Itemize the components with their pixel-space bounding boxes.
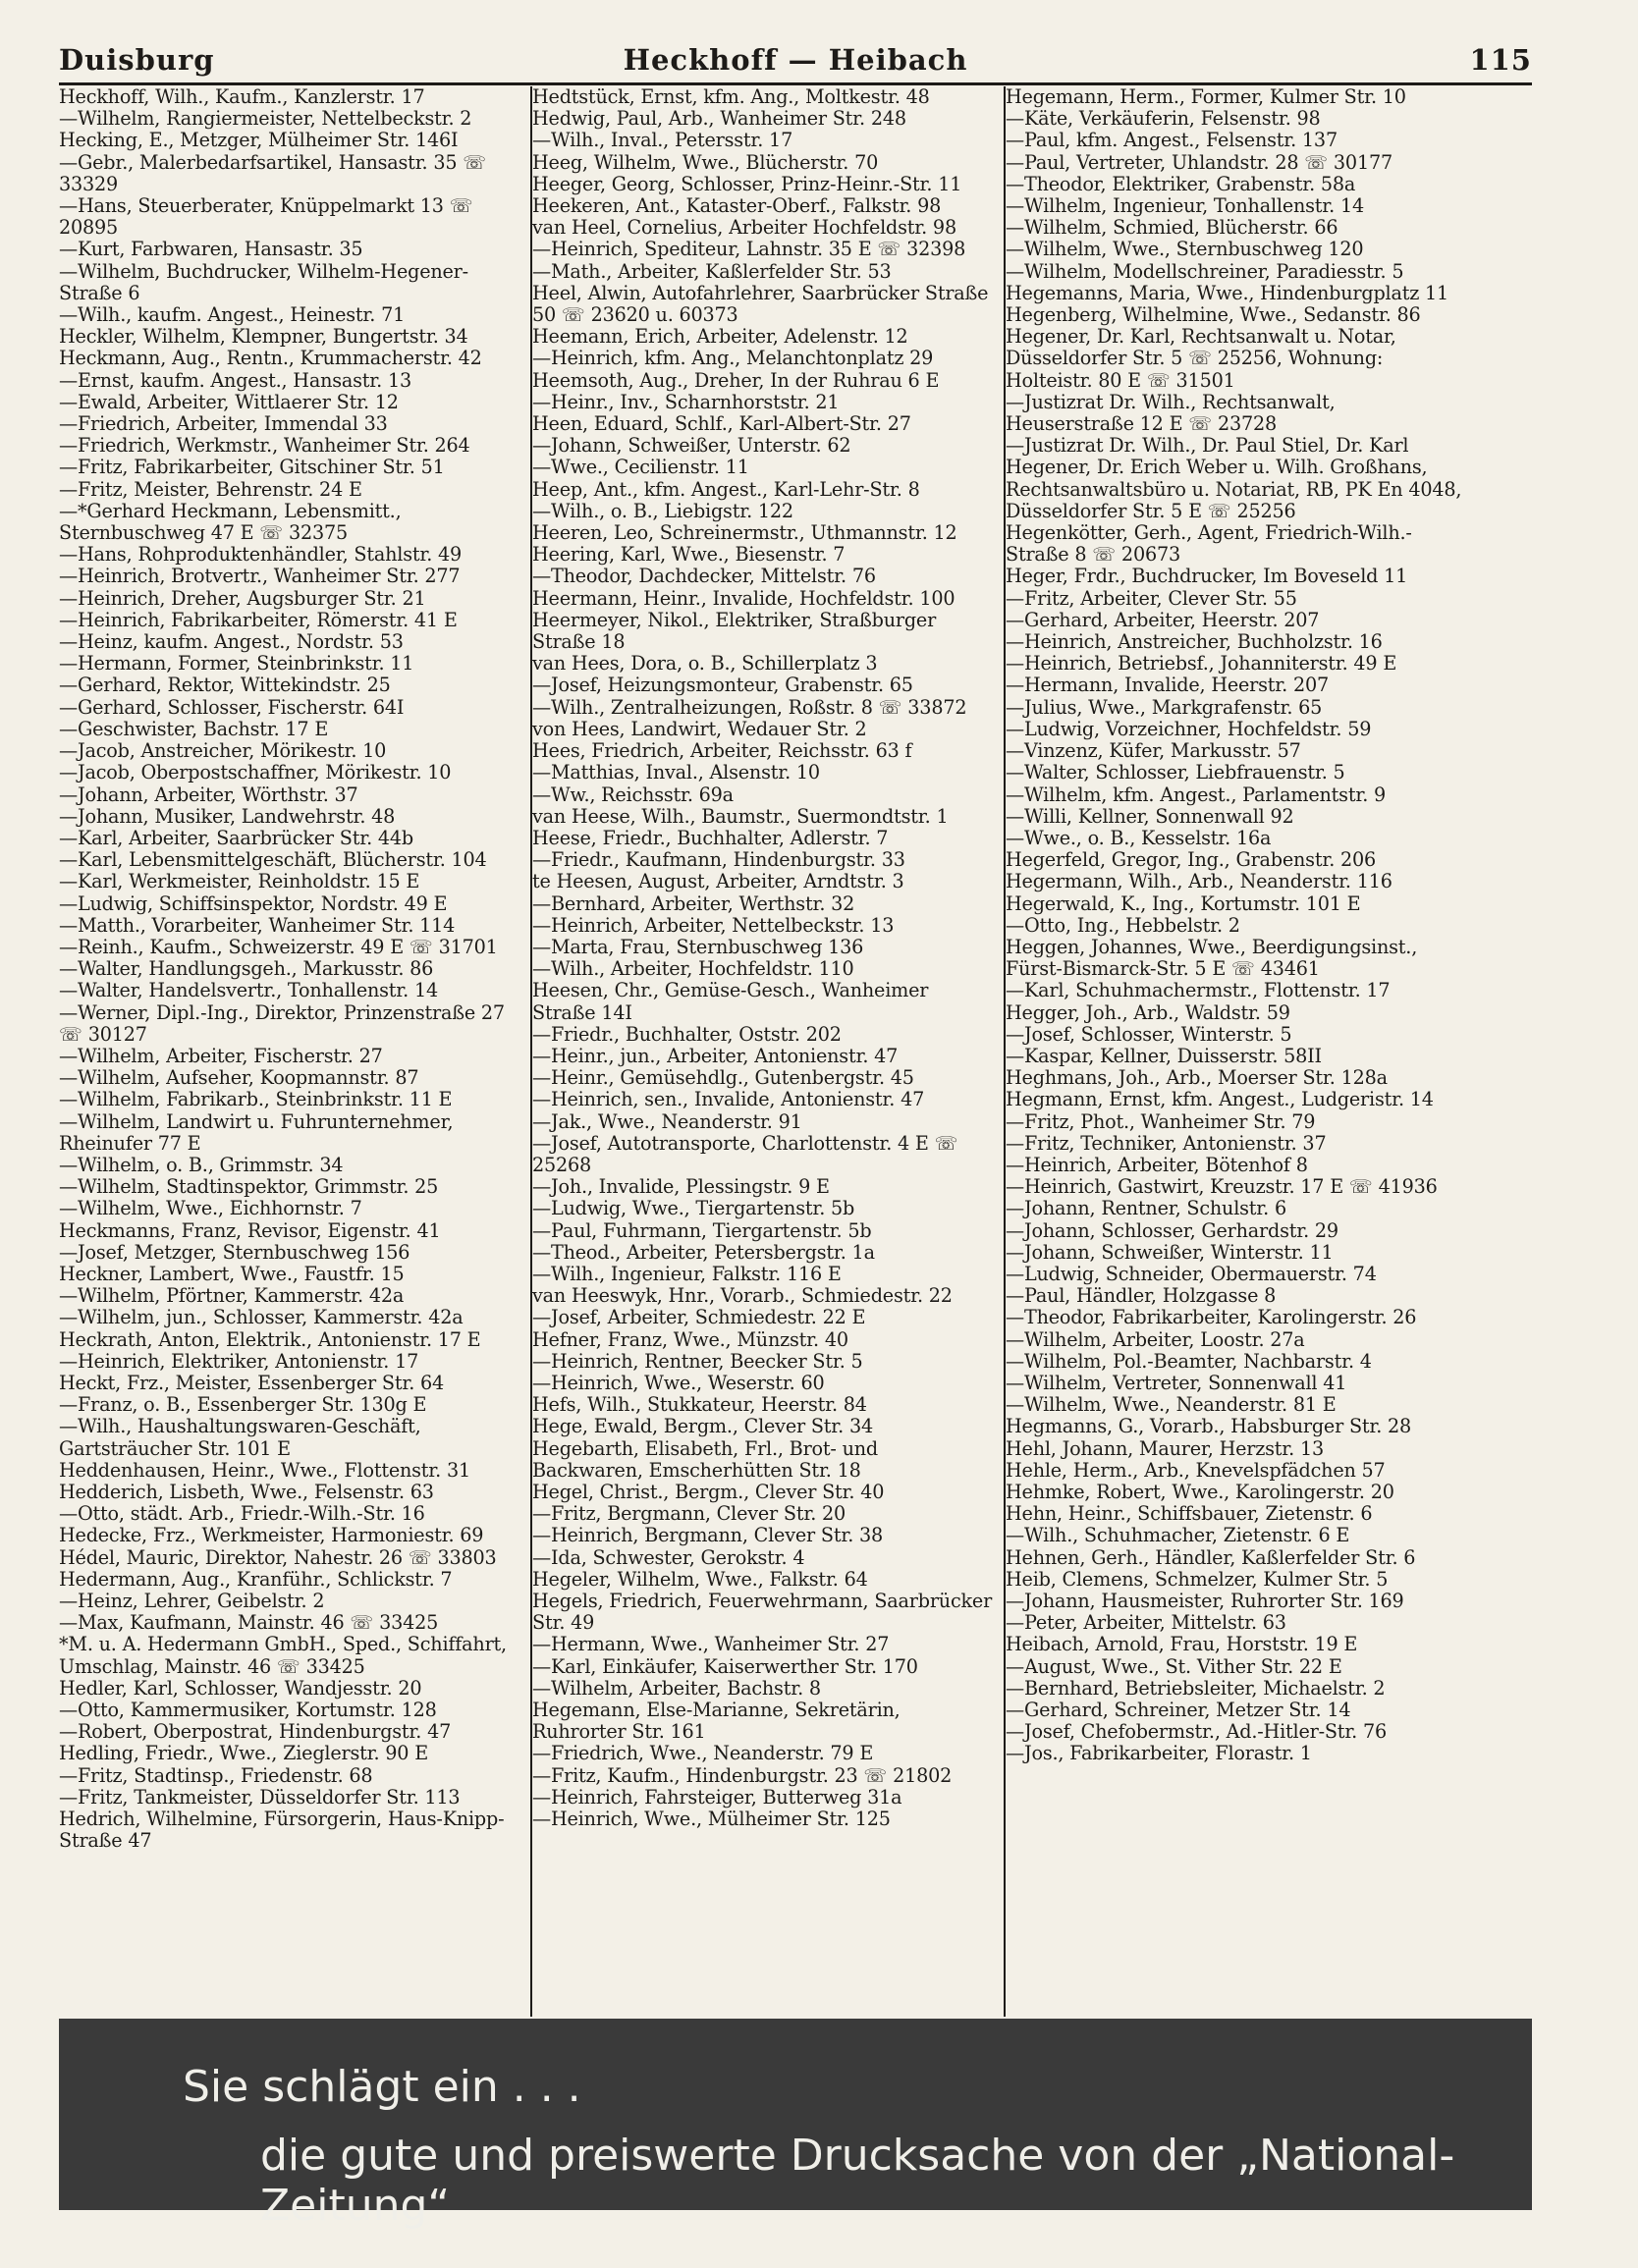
- directory-entry: Hegenkötter, Gerh., Agent, Friedrich-Wilh.-Straße 8 ☏ 20673: [1006, 521, 1412, 567]
- directory-entry: —Heinrich, Betriebsf., Johanniterstr. 49 E: [1006, 652, 1397, 675]
- directory-entry: —Werner, Dipl.-Ing., Direktor, Prinzenstraße 27 ☏ 30127: [59, 1000, 505, 1046]
- directory-columns: [59, 86, 1532, 2017]
- directory-entry: Hegermann, Wilh., Arb., Neanderstr. 116: [1006, 870, 1392, 893]
- directory-entry: —Heinrich, Fabrikarbeiter, Römerstr. 41 E: [59, 608, 458, 631]
- directory-entry: —Max, Kaufmann, Mainstr. 46 ☏ 33425: [59, 1611, 439, 1635]
- directory-entry: Hegel, Christ., Bergm., Clever Str. 40: [532, 1481, 885, 1503]
- directory-entry: Heese, Friedr., Buchhalter, Adlerstr. 7: [532, 826, 889, 849]
- directory-entry: Hege, Ewald, Bergm., Clever Str. 34: [532, 1415, 873, 1438]
- directory-entry: —Josef, Schlosser, Winterstr. 5: [1006, 1022, 1292, 1046]
- directory-entry: —Wilhelm, Arbeiter, Bachstr. 8: [532, 1676, 821, 1700]
- directory-entry: —Walter, Handlungsgeh., Markusstr. 86: [59, 957, 434, 981]
- directory-entry: —Fritz, Kaufm., Hindenburgstr. 23 ☏ 21802: [532, 1763, 953, 1787]
- directory-entry: —Heinrich, kfm. Ang., Melanchtonplatz 29: [532, 347, 934, 370]
- directory-entry: —Wilhelm, Wwe., Neanderstr. 81 E: [1006, 1393, 1337, 1417]
- directory-entry: —Justizrat Dr. Wilh., Dr. Paul Stiel, Dr. Karl Hegener, Dr. Erich Weber u. Wilh. Großhans, Rechtsanwaltsbüro u. Notariat, RB, PK En 4048, Düsseldorfer Str. 5 E ☏ 25256: [1006, 434, 1462, 522]
- directory-entry: —Hans, Steuerberater, Knüppelmarkt 13 ☏ 20895: [59, 194, 473, 240]
- directory-entry: van Hees, Dora, o. B., Schillerplatz 3: [532, 652, 878, 675]
- directory-entry: Hedtstück, Ernst, kfm. Ang., Moltkestr. 48: [532, 86, 930, 108]
- directory-entry: Heesen, Chr., Gemüse-Gesch., Wanheimer Straße 14I: [532, 979, 929, 1024]
- directory-entry: —Heinz, kaufm. Angest., Nordstr. 53: [59, 630, 404, 654]
- directory-entry: —Johann, Arbeiter, Wörthstr. 37: [59, 783, 358, 806]
- directory-entry: —Friedrich, Wwe., Neanderstr. 79 E: [532, 1742, 874, 1765]
- directory-entry: —Justizrat Dr. Wilh., Rechtsanwalt, Heuserstraße 12 E ☏ 23728: [1006, 390, 1336, 436]
- directory-entry: Heckt, Frz., Meister, Essenberger Str. 64: [59, 1371, 445, 1394]
- directory-entry: Hehl, Johann, Maurer, Herzstr. 13: [1006, 1436, 1324, 1460]
- directory-entry: —Robert, Oberpostrat, Hindenburgstr. 47: [59, 1720, 452, 1744]
- directory-entry: —Ludwig, Schiffsinspektor, Nordstr. 49 E: [59, 891, 448, 915]
- directory-entry: —Gerhard, Schreiner, Metzer Str. 14: [1006, 1699, 1351, 1722]
- directory-entry: —Josef, Heizungsmonteur, Grabenstr. 65: [532, 674, 913, 697]
- advertisement-banner: [59, 2019, 1532, 2231]
- directory-entry: —Theodor, Fabrikarbeiter, Karolingerstr. 26: [1006, 1306, 1417, 1329]
- directory-entry: Heering, Karl, Wwe., Biesenstr. 7: [532, 543, 846, 567]
- directory-entry: Hegmanns, G., Vorarb., Habsburger Str. 28: [1006, 1415, 1412, 1438]
- directory-entry: Hédel, Mauric, Direktor, Nahestr. 26 ☏ 33803: [59, 1545, 497, 1569]
- directory-entry: Hegerwald, K., Ing., Kortumstr. 101 E: [1006, 891, 1361, 915]
- directory-entry: Hedler, Karl, Schlosser, Wandjesstr. 20: [59, 1676, 422, 1700]
- directory-entry: Hedling, Friedr., Wwe., Zieglerstr. 90 E: [59, 1742, 429, 1765]
- directory-entry: —Ww., Reichsstr. 69a: [532, 783, 734, 806]
- directory-entry: Heggen, Johannes, Wwe., Beerdigungsinst., Fürst-Bismarck-Str. 5 E ☏ 43461: [1006, 935, 1418, 981]
- directory-entry: Hefner, Franz, Wwe., Münzstr. 40: [532, 1327, 848, 1351]
- directory-entry: —Franz, o. B., Essenberger Str. 130g E: [59, 1393, 427, 1417]
- directory-entry: —Karl, Lebensmittelgeschäft, Blücherstr. 104: [59, 848, 487, 872]
- directory-entry: —Peter, Arbeiter, Mittelstr. 63: [1006, 1611, 1286, 1635]
- directory-entry: Hegener, Dr. Karl, Rechtsanwalt u. Notar, Düsseldorfer Str. 5 ☏ 25256, Wohnung: Holteistr. 80 E ☏ 31501: [1006, 325, 1396, 392]
- directory-entry: —Fritz, Phot., Wanheimer Str. 79: [1006, 1109, 1316, 1133]
- directory-entry: —Hermann, Former, Steinbrinkstr. 11: [59, 652, 414, 675]
- directory-entry: van Heel, Cornelius, Arbeiter Hochfeldstr. 98: [532, 216, 956, 240]
- directory-entry: —Ewald, Arbeiter, Wittlaerer Str. 12: [59, 390, 399, 413]
- directory-entry: —Wilhelm, Landwirt u. Fuhrunternehmer, Rheinufer 77 E: [59, 1109, 454, 1155]
- directory-entry: —Wilhelm, Aufseher, Koopmannstr. 87: [59, 1066, 419, 1090]
- directory-entry: —Wilh., Haushaltungswaren-Geschäft, Gartsträucher Str. 101 E: [59, 1415, 421, 1460]
- ad-line-1: Sie schlägt ein . . .: [183, 2062, 581, 2112]
- directory-entry: —Gerhard, Arbeiter, Heerstr. 207: [1006, 608, 1320, 631]
- directory-entry: te Heesen, August, Arbeiter, Arndtstr. 3: [532, 870, 904, 893]
- column-3: [1006, 86, 1477, 2017]
- directory-entry: —Johann, Schlosser, Gerhardstr. 29: [1006, 1218, 1338, 1242]
- directory-entry: —Friedr., Kaufmann, Hindenburgstr. 33: [532, 848, 905, 872]
- directory-entry: —Johann, Schweißer, Winterstr. 11: [1006, 1240, 1334, 1264]
- directory-entry: —Wilhelm, Wwe., Sternbuschweg 120: [1006, 238, 1364, 261]
- directory-entry: —Friedrich, Arbeiter, Immendal 33: [59, 412, 388, 436]
- directory-entry: —Gerhard, Rektor, Wittekindstr. 25: [59, 674, 391, 697]
- directory-entry: van Heese, Wilh., Baumstr., Suermondtstr. 1: [532, 804, 949, 828]
- directory-entry: —Wilhelm, Modellschreiner, Paradiesstr. 5: [1006, 259, 1404, 283]
- directory-entry: —Heinrich, Anstreicher, Buchholzstr. 16: [1006, 630, 1383, 654]
- directory-entry: —Marta, Frau, Sternbuschweg 136: [532, 935, 864, 958]
- directory-entry: —Heinz, Lehrer, Geibelstr. 2: [59, 1590, 325, 1613]
- directory-entry: —Wilhelm, Vertreter, Sonnenwall 41: [1006, 1371, 1347, 1394]
- directory-entry: Hegels, Friedrich, Feuerwehrmann, Saarbrücker Str. 49: [532, 1590, 993, 1635]
- page-header: [59, 43, 1532, 82]
- directory-entry: —Heinrich, Spediteur, Lahnstr. 35 E ☏ 32398: [532, 238, 966, 261]
- directory-entry: —Kurt, Farbwaren, Hansastr. 35: [59, 238, 363, 261]
- directory-entry: Hedrich, Wilhelmine, Fürsorgerin, Haus-Knipp-Straße 47: [59, 1808, 505, 1853]
- directory-entry: Hegemann, Herm., Former, Kulmer Str. 10: [1006, 86, 1406, 108]
- directory-entry: *M. u. A. Hedermann GmbH., Sped., Schiffahrt, Umschlag, Mainstr. 46 ☏ 33425: [59, 1633, 507, 1678]
- directory-entry: Hehnen, Gerh., Händler, Kaßlerfelder Str. 6: [1006, 1545, 1416, 1569]
- directory-entry: —Otto, Kammermusiker, Kortumstr. 128: [59, 1699, 437, 1722]
- directory-entry: —Jos., Fabrikarbeiter, Florastr. 1: [1006, 1742, 1312, 1765]
- directory-entry: —Ludwig, Schneider, Obermauerstr. 74: [1006, 1262, 1377, 1285]
- directory-entry: —Willi, Kellner, Sonnenwall 92: [1006, 804, 1294, 828]
- directory-entry: Heibach, Arnold, Frau, Horststr. 19 E: [1006, 1633, 1358, 1656]
- directory-entry: —Wilh., Inval., Petersstr. 17: [532, 129, 793, 152]
- directory-entry: Heen, Eduard, Schlf., Karl-Albert-Str. 27: [532, 412, 911, 436]
- directory-entry: —Wilh., Ingenieur, Falkstr. 116 E: [532, 1262, 842, 1285]
- directory-entry: Hehn, Heinr., Schiffsbauer, Zietenstr. 6: [1006, 1502, 1373, 1526]
- directory-entry: Hegenberg, Wilhelmine, Wwe., Sedanstr. 86: [1006, 303, 1421, 327]
- directory-entry: Hehle, Herm., Arb., Knevelspfädchen 57: [1006, 1458, 1386, 1482]
- directory-entry: Heib, Clemens, Schmelzer, Kulmer Str. 5: [1006, 1567, 1389, 1591]
- directory-entry: Heddenhausen, Heinr., Wwe., Flottenstr. 31: [59, 1458, 470, 1482]
- directory-entry: —Theodor, Elektriker, Grabenstr. 58a: [1006, 172, 1356, 195]
- directory-entry: —Wilhelm, o. B., Grimmstr. 34: [59, 1153, 344, 1176]
- directory-entry: Heemann, Erich, Arbeiter, Adelenstr. 12: [532, 325, 908, 349]
- directory-entry: von Hees, Landwirt, Wedauer Str. 2: [532, 717, 867, 740]
- directory-entry: Hecking, E., Metzger, Mülheimer Str. 146I: [59, 129, 459, 152]
- directory-entry: —Paul, Händler, Holzgasse 8: [1006, 1284, 1277, 1308]
- directory-entry: Heemsoth, Aug., Dreher, In der Ruhrau 6 E: [532, 368, 940, 392]
- directory-entry: —Matth., Vorarbeiter, Wanheimer Str. 114: [59, 913, 456, 937]
- directory-entry: Hegebarth, Elisabeth, Frl., Brot- und Backwaren, Emscherhütten Str. 18: [532, 1436, 878, 1482]
- directory-entry: —Walter, Schlosser, Liebfrauenstr. 5: [1006, 761, 1345, 784]
- directory-entry: —Wilh., Zentralheizungen, Roßstr. 8 ☏ 33872: [532, 695, 967, 719]
- directory-entry: —Fritz, Fabrikarbeiter, Gitschiner Str. 51: [59, 456, 445, 479]
- directory-entry: —Josef, Chefobermstr., Ad.-Hitler-Str. 76: [1006, 1720, 1387, 1744]
- directory-entry: —Math., Arbeiter, Kaßlerfelder Str. 53: [532, 259, 892, 283]
- directory-entry: —Heinr., Inv., Scharnhorststr. 21: [532, 390, 840, 413]
- page-number: 115: [1469, 43, 1532, 77]
- directory-entry: —Vinzenz, Küfer, Markusstr. 57: [1006, 739, 1301, 763]
- directory-entry: —Wilh., Arbeiter, Hochfeldstr. 110: [532, 957, 854, 981]
- directory-entry: —Wilhelm, Wwe., Eichhornstr. 7: [59, 1197, 362, 1220]
- directory-entry: —Joh., Invalide, Plessingstr. 9 E: [532, 1175, 830, 1199]
- directory-entry: —Karl, Arbeiter, Saarbrücker Str. 44b: [59, 826, 414, 849]
- directory-entry: —Wilhelm, Pförtner, Kammerstr. 42a: [59, 1284, 405, 1308]
- directory-entry: Heeren, Leo, Schreinermstr., Uthmannstr. 12: [532, 521, 957, 545]
- directory-entry: —Geschwister, Bachstr. 17 E: [59, 717, 329, 740]
- directory-entry: —Karl, Werkmeister, Reinholdstr. 15 E: [59, 870, 420, 893]
- directory-entry: van Heeswyk, Hnr., Vorarb., Schmiedestr. 22: [532, 1284, 953, 1308]
- directory-entry: —Wilh., Schuhmacher, Zietenstr. 6 E: [1006, 1524, 1350, 1547]
- directory-entry: Heermann, Heinr., Invalide, Hochfeldstr. 100: [532, 586, 956, 610]
- ad-line-2: die gute und preiswerte Drucksache von der „National-Zeitung“: [260, 2131, 1455, 2231]
- directory-entry: —Karl, Schuhmachermstr., Flottenstr. 17: [1006, 979, 1391, 1002]
- directory-entry: —Heinrich, Gastwirt, Kreuzstr. 17 E ☏ 41936: [1006, 1175, 1438, 1199]
- directory-entry: —Wilh., o. B., Liebigstr. 122: [532, 499, 793, 522]
- directory-entry: —Bernhard, Arbeiter, Werthstr. 32: [532, 891, 855, 915]
- directory-entry: Hedermann, Aug., Kranführ., Schlickstr. 7: [59, 1567, 453, 1591]
- directory-entry: —Heinrich, Arbeiter, Bötenhof 8: [1006, 1153, 1308, 1176]
- directory-entry: —Kaspar, Kellner, Duisserstr. 58II: [1006, 1044, 1322, 1067]
- directory-entry: —Johann, Hausmeister, Ruhrorter Str. 169: [1006, 1590, 1404, 1613]
- directory-entry: —Matthias, Inval., Alsenstr. 10: [532, 761, 820, 784]
- column-2: [532, 86, 1004, 2017]
- directory-entry: —Ludwig, Wwe., Tiergartenstr. 5b: [532, 1197, 855, 1220]
- directory-entry: —Wilh., kaufm. Angest., Heinestr. 71: [59, 303, 406, 327]
- directory-entry: —Paul, kfm. Angest., Felsenstr. 137: [1006, 129, 1338, 152]
- directory-entry: —Heinrich, Brotvertr., Wanheimer Str. 277: [59, 565, 461, 588]
- directory-entry: —Wilhelm, Arbeiter, Loostr. 27a: [1006, 1327, 1305, 1351]
- directory-entry: —Fritz, Arbeiter, Clever Str. 55: [1006, 586, 1297, 610]
- header-city: Duisburg: [59, 43, 215, 77]
- directory-entry: —Heinrich, Wwe., Mülheimer Str. 125: [532, 1808, 891, 1831]
- directory-entry: Heckler, Wilhelm, Klempner, Bungertstr. 34: [59, 325, 468, 349]
- directory-entry: —Gebr., Malerbedarfsartikel, Hansastr. 35 ☏ 33329: [59, 150, 487, 195]
- directory-entry: —Reinh., Kaufm., Schweizerstr. 49 E ☏ 31701: [59, 935, 498, 958]
- directory-entry: —Heinrich, Fahrsteiger, Butterweg 31a: [532, 1785, 902, 1809]
- directory-entry: —Friedrich, Werkmstr., Wanheimer Str. 264: [59, 434, 470, 458]
- directory-entry: —Hermann, Invalide, Heerstr. 207: [1006, 674, 1329, 697]
- directory-entry: —Wilhelm, kfm. Angest., Parlamentstr. 9: [1006, 783, 1386, 806]
- directory-entry: —Bernhard, Betriebsleiter, Michaelstr. 2: [1006, 1676, 1386, 1700]
- directory-entry: —Johann, Rentner, Schulstr. 6: [1006, 1197, 1286, 1220]
- directory-entry: Heckrath, Anton, Elektrik., Antonienstr. 17 E: [59, 1327, 481, 1351]
- directory-entry: —Wilhelm, Schmied, Blücherstr. 66: [1006, 216, 1338, 240]
- directory-entry: —Ida, Schwester, Gerokstr. 4: [532, 1545, 805, 1569]
- directory-entry: Heeger, Georg, Schlosser, Prinz-Heinr.-Str. 11: [532, 172, 962, 195]
- directory-entry: Hegeler, Wilhelm, Wwe., Falkstr. 64: [532, 1567, 868, 1591]
- directory-entry: Heger, Frdr., Buchdrucker, Im Boveseld 11: [1006, 565, 1408, 588]
- directory-entry: —Heinrich, Rentner, Beecker Str. 5: [532, 1349, 863, 1373]
- directory-entry: —Heinrich, sen., Invalide, Antonienstr. 47: [532, 1088, 925, 1111]
- directory-entry: Heekeren, Ant., Kataster-Oberf., Falkstr. 98: [532, 194, 942, 218]
- directory-entry: Heghmans, Joh., Arb., Moerser Str. 128a: [1006, 1066, 1388, 1090]
- directory-entry: Heermeyer, Nikol., Elektriker, Straßburger Straße 18: [532, 608, 937, 654]
- directory-entry: —Theod., Arbeiter, Petersbergstr. 1a: [532, 1240, 875, 1264]
- directory-entry: —Julius, Wwe., Markgrafenstr. 65: [1006, 695, 1323, 719]
- directory-entry: —Wwe., o. B., Kesselstr. 16a: [1006, 826, 1272, 849]
- directory-entry: —Friedr., Buchhalter, Oststr. 202: [532, 1022, 842, 1046]
- directory-entry: —Wilhelm, Rangiermeister, Nettelbeckstr. 2: [59, 107, 472, 131]
- directory-entry: —Wilhelm, Arbeiter, Fischerstr. 27: [59, 1044, 383, 1067]
- directory-entry: Hegmann, Ernst, kfm. Angest., Ludgeristr. 14: [1006, 1088, 1434, 1111]
- directory-entry: —Heinr., Gemüsehdlg., Gutenbergstr. 45: [532, 1066, 914, 1090]
- directory-entry: Heep, Ant., kfm. Angest., Karl-Lehr-Str. 8: [532, 477, 920, 501]
- directory-entry: Heckmann, Aug., Rentn., Krummacherstr. 42: [59, 347, 482, 370]
- directory-entry: Hegemann, Else-Marianne, Sekretärin, Ruhrorter Str. 161: [532, 1699, 901, 1744]
- directory-entry: Hefs, Wilh., Stukkateur, Heerstr. 84: [532, 1393, 867, 1417]
- directory-entry: —Heinrich, Elektriker, Antonienstr. 17: [59, 1349, 419, 1373]
- directory-entry: Hedecke, Frz., Werkmeister, Harmoniestr. 69: [59, 1524, 484, 1547]
- directory-entry: —Otto, Ing., Hebbelstr. 2: [1006, 913, 1240, 937]
- directory-entry: Heeg, Wilhelm, Wwe., Blücherstr. 70: [532, 150, 879, 174]
- directory-entry: —Karl, Einkäufer, Kaiserwerther Str. 170: [532, 1654, 918, 1678]
- directory-entry: —Hermann, Wwe., Wanheimer Str. 27: [532, 1633, 890, 1656]
- directory-entry: —Fritz, Bergmann, Clever Str. 20: [532, 1502, 846, 1526]
- directory-entry: Hegemanns, Maria, Wwe., Hindenburgplatz 11: [1006, 281, 1449, 304]
- directory-entry: —Wilhelm, Stadtinspektor, Grimmstr. 25: [59, 1175, 439, 1199]
- directory-entry: —Wilhelm, Pol.-Beamter, Nachbarstr. 4: [1006, 1349, 1372, 1373]
- directory-entry: —Wilhelm, Fabrikarb., Steinbrinkstr. 11 E: [59, 1088, 453, 1111]
- directory-entry: Hegerfeld, Gregor, Ing., Grabenstr. 206: [1006, 848, 1377, 872]
- header-name-range: Heckhoff — Heibach: [623, 43, 968, 77]
- directory-entry: Heckner, Lambert, Wwe., Faustfr. 15: [59, 1262, 405, 1285]
- directory-entry: —Wilhelm, Buchdrucker, Wilhelm-Hegener-Straße 6: [59, 259, 468, 304]
- directory-entry: —Heinrich, Arbeiter, Nettelbeckstr. 13: [532, 913, 895, 937]
- directory-entry: —Josef, Arbeiter, Schmiedestr. 22 E: [532, 1306, 866, 1329]
- directory-entry: Hegger, Joh., Arb., Waldstr. 59: [1006, 1000, 1290, 1024]
- directory-entry: —Wwe., Cecilienstr. 11: [532, 456, 749, 479]
- directory-entry: —Paul, Fuhrmann, Tiergartenstr. 5b: [532, 1218, 872, 1242]
- directory-entry: —Fritz, Meister, Behrenstr. 24 E: [59, 477, 362, 501]
- directory-entry: —Johann, Musiker, Landwehrstr. 48: [59, 804, 396, 828]
- directory-entry: —Heinrich, Wwe., Weserstr. 60: [532, 1371, 825, 1394]
- directory-entry: —Otto, städt. Arb., Friedr.-Wilh.-Str. 16: [59, 1502, 425, 1526]
- directory-entry: —Jacob, Anstreicher, Mörikestr. 10: [59, 739, 387, 763]
- directory-entry: —Fritz, Stadtinsp., Friedenstr. 68: [59, 1763, 373, 1787]
- directory-entry: Hehmke, Robert, Wwe., Karolingerstr. 20: [1006, 1481, 1394, 1503]
- directory-entry: —Jak., Wwe., Neanderstr. 91: [532, 1109, 802, 1133]
- directory-entry: —Theodor, Dachdecker, Mittelstr. 76: [532, 565, 876, 588]
- directory-entry: —Jacob, Oberpostschaffner, Mörikestr. 10: [59, 761, 452, 784]
- directory-entry: —August, Wwe., St. Vither Str. 22 E: [1006, 1654, 1342, 1678]
- directory-entry: —Wilhelm, Ingenieur, Tonhallenstr. 14: [1006, 194, 1364, 218]
- directory-entry: —Josef, Metzger, Sternbuschweg 156: [59, 1240, 410, 1264]
- directory-entry: —Fritz, Techniker, Antonienstr. 37: [1006, 1131, 1327, 1155]
- directory-entry: —Heinrich, Dreher, Augsburger Str. 21: [59, 586, 426, 610]
- directory-entry: —Hans, Rohproduktenhändler, Stahlstr. 49: [59, 543, 463, 567]
- column-1: [59, 86, 530, 2017]
- directory-entry: —Johann, Schweißer, Unterstr. 62: [532, 434, 851, 458]
- directory-entry: Hedwig, Paul, Arb., Wanheimer Str. 248: [532, 107, 906, 131]
- directory-entry: Heckmanns, Franz, Revisor, Eigenstr. 41: [59, 1218, 441, 1242]
- directory-entry: —Paul, Vertreter, Uhlandstr. 28 ☏ 30177: [1006, 150, 1392, 174]
- directory-entry: —Heinrich, Bergmann, Clever Str. 38: [532, 1524, 884, 1547]
- directory-entry: —*Gerhard Heckmann, Lebensmitt., Sternbuschweg 47 E ☏ 32375: [59, 499, 402, 545]
- directory-entry: Hedderich, Lisbeth, Wwe., Felsenstr. 63: [59, 1481, 434, 1503]
- directory-entry: —Walter, Handelsvertr., Tonhallenstr. 14: [59, 979, 438, 1002]
- directory-entry: —Heinr., jun., Arbeiter, Antonienstr. 47: [532, 1044, 899, 1067]
- directory-entry: Heckhoff, Wilh., Kaufm., Kanzlerstr. 17: [59, 86, 425, 108]
- directory-entry: Hees, Friedrich, Arbeiter, Reichsstr. 63 f: [532, 739, 912, 763]
- directory-entry: —Ernst, kaufm. Angest., Hansastr. 13: [59, 368, 411, 392]
- directory-entry: —Wilhelm, jun., Schlosser, Kammerstr. 42a: [59, 1306, 464, 1329]
- directory-entry: —Ludwig, Vorzeichner, Hochfeldstr. 59: [1006, 717, 1372, 740]
- directory-entry: —Josef, Autotransporte, Charlottenstr. 4 E ☏ 25268: [532, 1131, 958, 1176]
- header-rule: [59, 82, 1532, 85]
- directory-entry: —Käte, Verkäuferin, Felsenstr. 98: [1006, 107, 1321, 131]
- directory-entry: —Fritz, Tankmeister, Düsseldorfer Str. 113: [59, 1785, 461, 1809]
- directory-entry: Heel, Alwin, Autofahrlehrer, Saarbrücker Straße 50 ☏ 23620 u. 60373: [532, 281, 989, 327]
- directory-entry: —Gerhard, Schlosser, Fischerstr. 64I: [59, 695, 405, 719]
